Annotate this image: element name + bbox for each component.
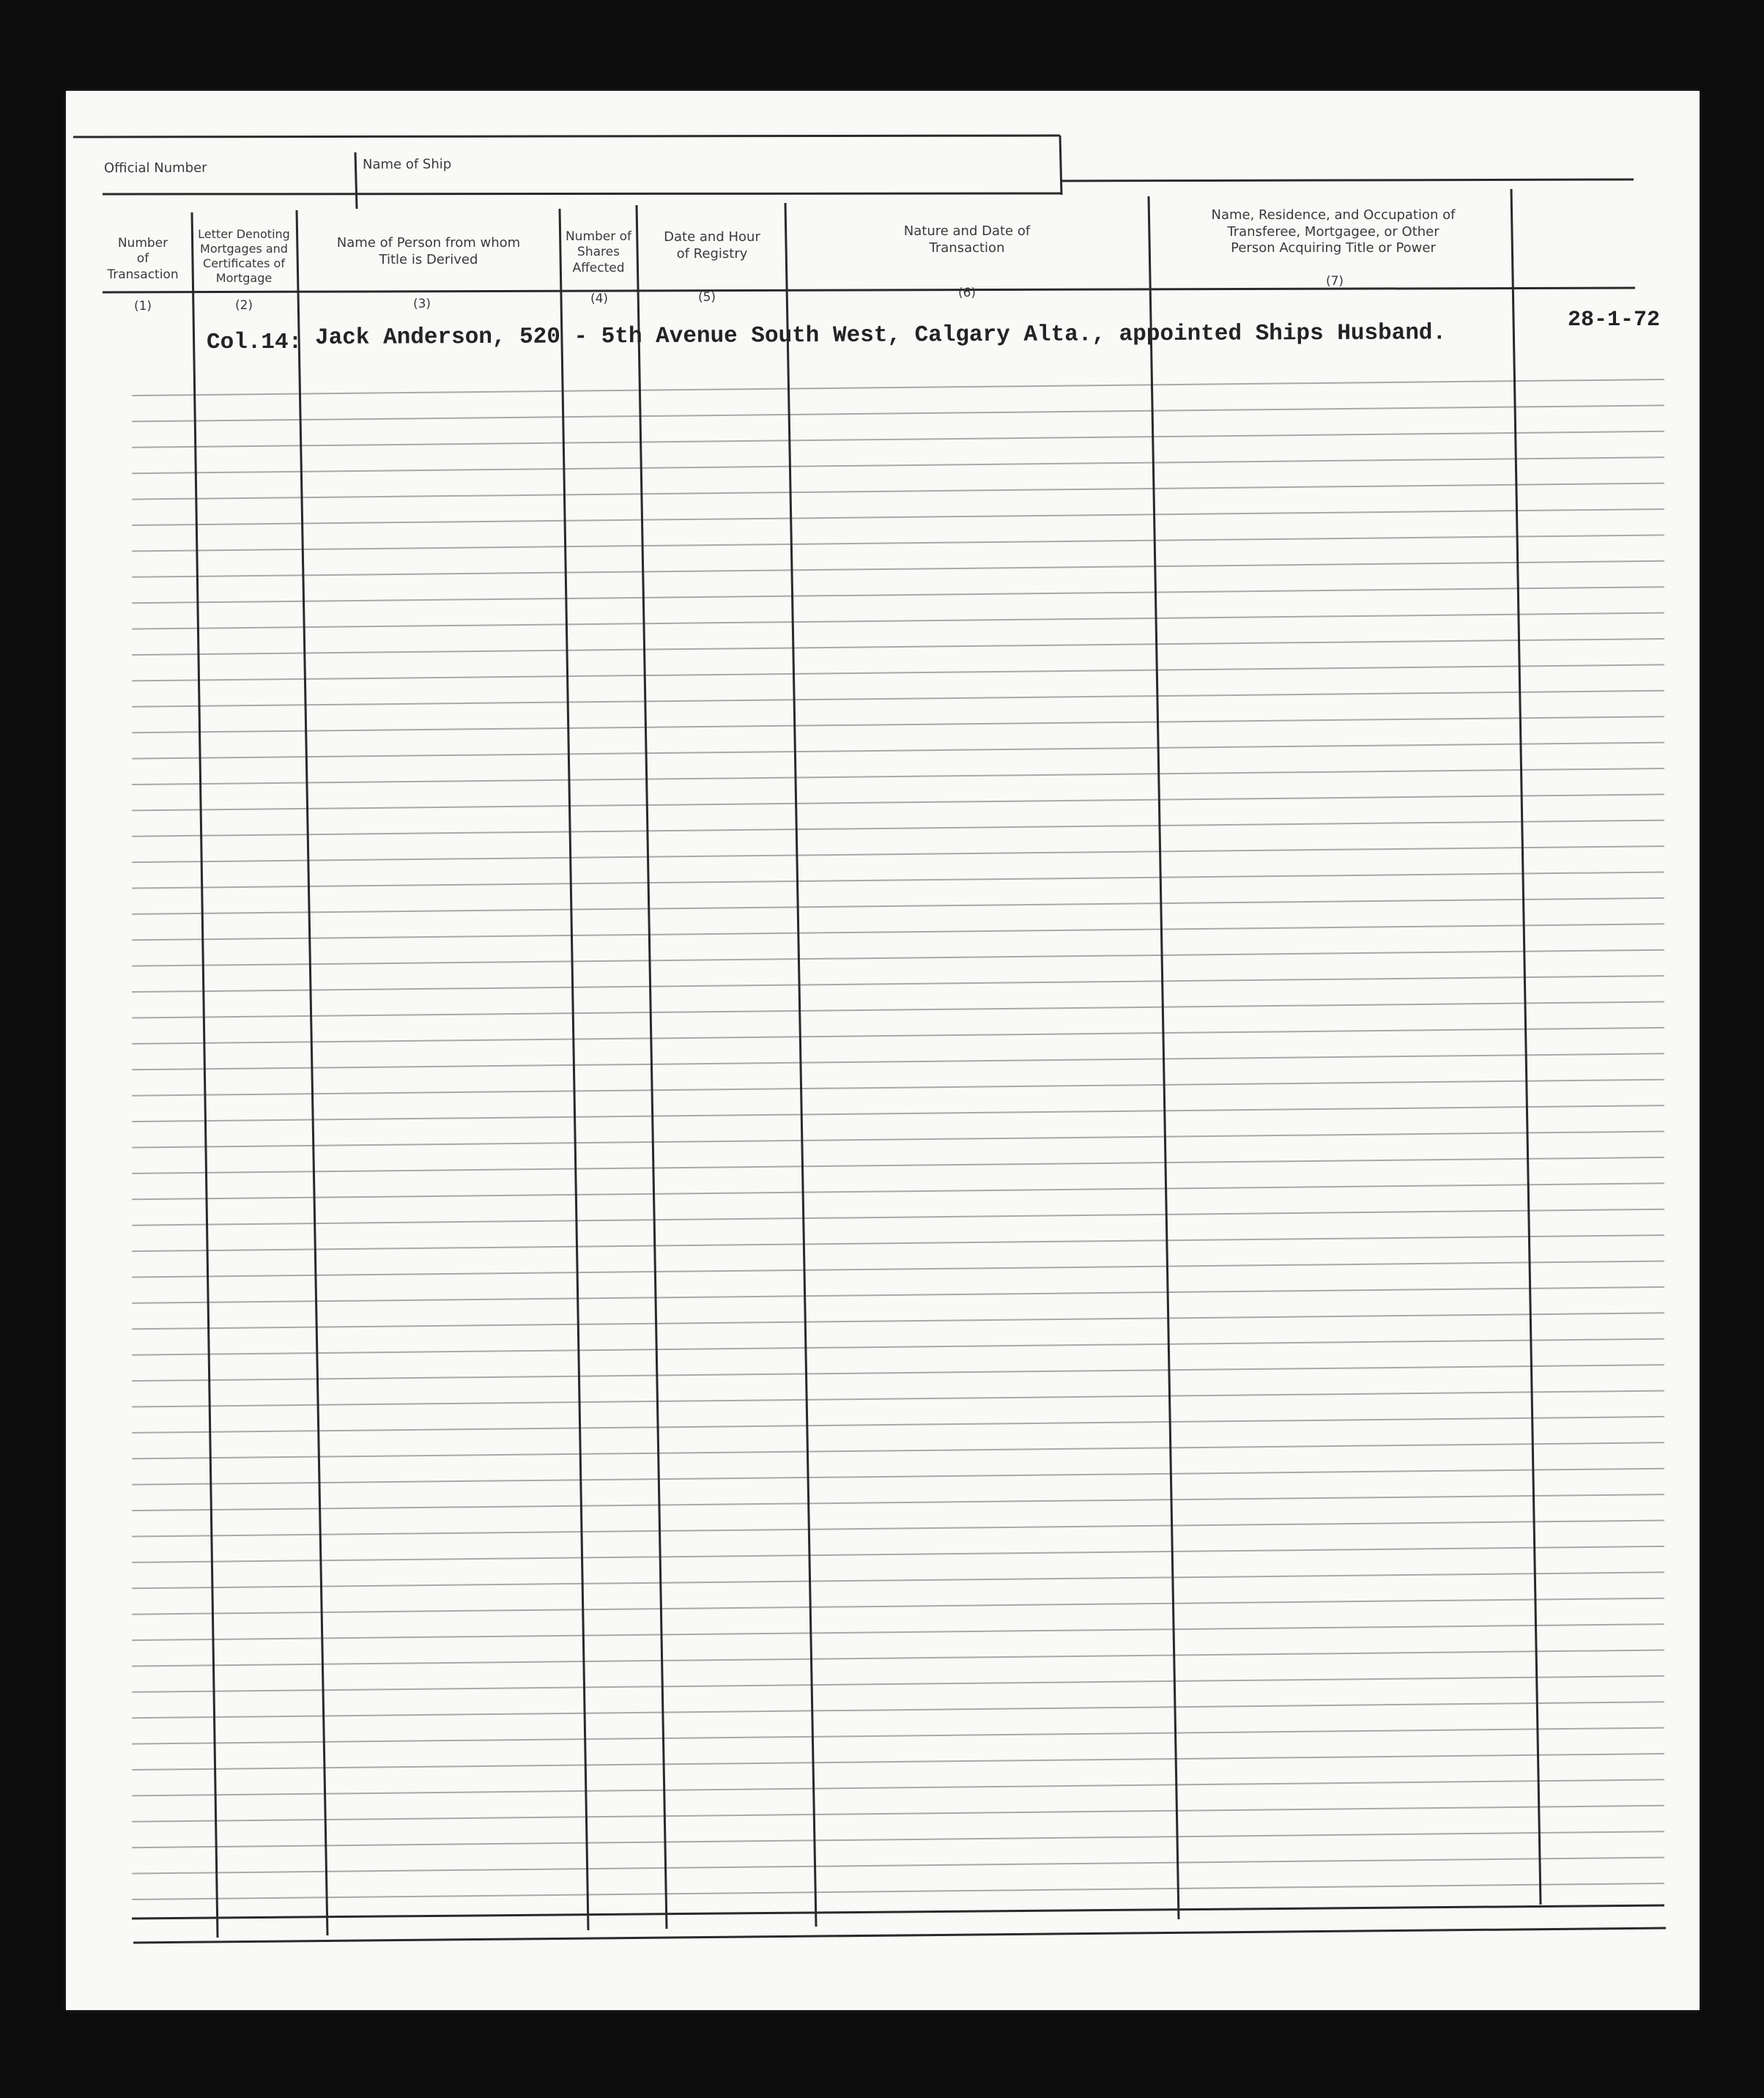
- entry-date: 28-1-72: [1568, 308, 1661, 333]
- ruled-line: [132, 950, 1664, 966]
- ruled-line: [132, 768, 1664, 785]
- ruled-line: [132, 1624, 1664, 1640]
- ruled-line: [132, 1521, 1664, 1537]
- ruled-line: [132, 1339, 1664, 1355]
- ruled-line: [132, 1028, 1664, 1044]
- column-7-title: Name, Residence, and Occupation of Transferee, Mortgagee, or Other Person Acquiring Title or Power: [1211, 207, 1456, 256]
- col-divider-5: [785, 203, 816, 1927]
- ruled-line: [132, 379, 1664, 396]
- ruled-line: [132, 431, 1664, 448]
- official-number-divider: [355, 152, 357, 209]
- ruled-line: [132, 1442, 1664, 1458]
- entry-mortgage-letter: Col.14:: [207, 330, 303, 355]
- ruled-line: [132, 1546, 1664, 1563]
- header-top-line: [73, 136, 1060, 137]
- ruled-line: [132, 1105, 1664, 1122]
- entry-transaction-text: Jack Anderson, 520 - 5th Avenue South West, Calgary Alta., appointed Ships Husband.: [314, 320, 1447, 351]
- official-number-label: Official Number: [103, 160, 207, 177]
- header-ship-right-line: [1060, 136, 1061, 195]
- ruled-line: [132, 1779, 1664, 1795]
- ruled-line: [132, 1883, 1664, 1899]
- ruled-line: [132, 1831, 1664, 1847]
- ruled-line: [132, 1858, 1664, 1874]
- ruled-line: [132, 898, 1664, 914]
- header-rule-right: [1061, 179, 1634, 181]
- ruled-line: [132, 587, 1664, 603]
- ruled-line: [132, 639, 1664, 655]
- ruled-line: [132, 1235, 1664, 1251]
- ruled-line: [132, 1080, 1664, 1096]
- ruled-line: [132, 561, 1664, 577]
- ruled-line: [132, 1572, 1664, 1588]
- header-divider-line: [103, 193, 1061, 194]
- column-5-title: Date and Hour of Registry: [664, 229, 760, 262]
- ruled-line: [132, 1183, 1664, 1199]
- ruled-line: [132, 1391, 1664, 1407]
- ruled-line: [132, 1728, 1664, 1744]
- ruled-line: [132, 1650, 1664, 1667]
- column-7-number: (7): [1325, 274, 1344, 289]
- ruled-line: [132, 1365, 1664, 1381]
- ruled-line: [132, 1157, 1664, 1174]
- ruled-line: [132, 664, 1664, 681]
- ruled-line: [132, 509, 1664, 525]
- column-4-title: Number of Shares Affected: [565, 229, 632, 275]
- ruled-line: [132, 924, 1664, 940]
- column-6-title: Nature and Date of Transaction: [903, 223, 1031, 256]
- ruled-line: [132, 535, 1664, 551]
- ruled-line: [132, 1754, 1664, 1770]
- ruled-line: [132, 820, 1664, 837]
- col-divider-2: [297, 210, 327, 1935]
- column-5-number: (5): [697, 290, 716, 305]
- ruled-line: [132, 1261, 1664, 1278]
- ruled-line: [132, 1494, 1664, 1511]
- column-4-number: (4): [590, 292, 609, 306]
- ruled-line: [132, 691, 1664, 707]
- ruled-lines: [132, 379, 1664, 1899]
- col-divider-6: [1149, 196, 1179, 1919]
- ruled-line: [132, 1598, 1664, 1615]
- bottom-rule-upper: [132, 1905, 1664, 1919]
- ruled-line: [132, 457, 1664, 473]
- ruled-line: [132, 1209, 1664, 1226]
- ruled-line: [132, 1053, 1664, 1070]
- column-2-title: Letter Denoting Mortgages and Certificates of Mortgage: [198, 227, 290, 285]
- ruled-line: [132, 613, 1664, 629]
- bottom-rule-lower: [133, 1928, 1666, 1943]
- col-divider-3: [560, 209, 588, 1930]
- column-2-number: (2): [234, 298, 253, 313]
- column-6-number: (6): [957, 286, 976, 300]
- ruled-line: [132, 846, 1664, 862]
- ruled-line: [132, 405, 1664, 421]
- ruled-line: [132, 716, 1664, 733]
- ruled-line: [132, 1132, 1664, 1148]
- ruled-line: [132, 1702, 1664, 1718]
- ruled-line: [132, 1313, 1664, 1329]
- name-of-ship-label: Name of Ship: [362, 156, 452, 173]
- ruled-line: [132, 1676, 1664, 1692]
- ruled-line: [132, 1806, 1664, 1822]
- ruled-line: [132, 1469, 1664, 1485]
- frame-lines: [73, 136, 1666, 1943]
- column-header-bottom-line: [103, 288, 1635, 292]
- column-3-number: (3): [412, 297, 431, 311]
- column-1-title: Number of Transaction: [107, 236, 179, 282]
- ruled-line: [132, 1002, 1664, 1018]
- col-divider-7: [1511, 189, 1541, 1905]
- column-3-title: Name of Person from whom Title is Derived: [336, 235, 521, 267]
- ruled-line: [132, 794, 1664, 810]
- col-divider-4: [637, 205, 667, 1929]
- ruled-line: [132, 1287, 1664, 1303]
- ruled-line: [132, 743, 1664, 759]
- ruled-line: [132, 976, 1664, 992]
- column-1-number: (1): [133, 299, 152, 314]
- col-divider-1: [192, 212, 218, 1938]
- ruled-line: [132, 1417, 1664, 1433]
- ruled-line: [132, 872, 1664, 889]
- ruled-line: [132, 483, 1664, 500]
